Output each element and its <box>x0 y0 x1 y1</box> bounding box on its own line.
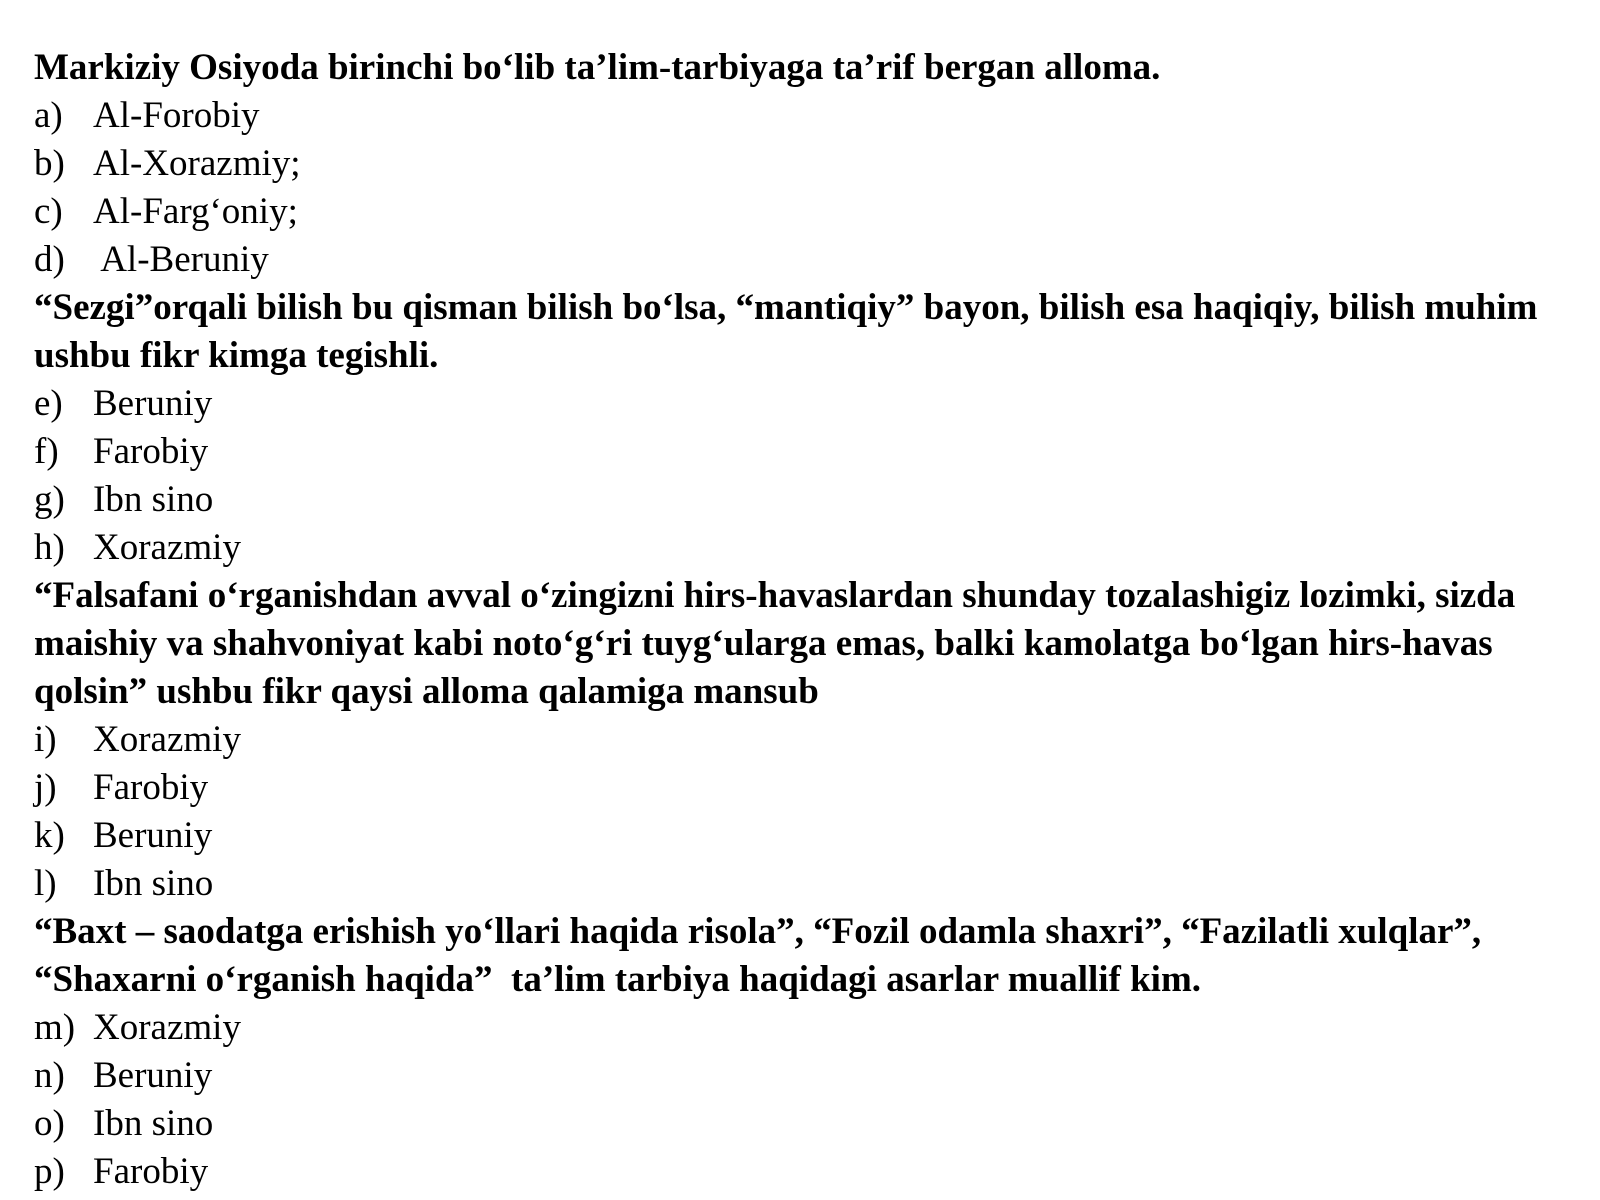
option-marker: d) <box>34 239 65 280</box>
option-text: Xorazmiy <box>93 719 241 760</box>
option-text: Farobiy <box>93 1151 209 1192</box>
answer-options <box>34 380 1566 572</box>
option-text: Al-Farg‘oniy; <box>93 191 298 232</box>
answer-option <box>34 188 1566 236</box>
option-marker: i) <box>34 719 57 760</box>
option-text: Xorazmiy <box>93 1007 241 1048</box>
question-block-1 <box>34 44 1566 284</box>
answer-option <box>34 236 1566 284</box>
option-text: Farobiy <box>93 767 209 808</box>
option-marker: a) <box>34 95 63 136</box>
option-marker: f) <box>34 431 59 472</box>
answer-option <box>34 812 1566 860</box>
answer-options <box>34 716 1566 908</box>
answer-option <box>34 1100 1566 1148</box>
question-text: “Baxt – saodatga erishish yo‘llari haqida risola”, “Fozil odamla shaxri”, “Fazilatli xulqlar”, “Shaxarni o‘rganish haqida” ta’lim tarbiya haqidagi asarlar muallif kim. <box>34 911 1491 1000</box>
question-block-4 <box>34 908 1566 1196</box>
option-text: Xorazmiy <box>93 527 241 568</box>
option-marker: e) <box>34 383 63 424</box>
option-text: Ibn sino <box>93 1103 214 1144</box>
option-text: Al-Forobiy <box>93 95 260 136</box>
option-marker: o) <box>34 1103 65 1144</box>
question-block-2 <box>34 284 1566 572</box>
option-text: Beruniy <box>93 815 213 856</box>
question-text: “Sezgi”orqali bilish bu qisman bilish bo‘lsa, “mantiqiy” bayon, bilish esa haqiqiy, bilish muhim ushbu fikr kimga tegishli. <box>34 287 1538 376</box>
option-marker: h) <box>34 527 65 568</box>
option-marker: g) <box>34 479 65 520</box>
answer-option <box>34 1148 1566 1196</box>
option-text: Farobiy <box>93 431 209 472</box>
option-text: Ibn sino <box>93 863 214 904</box>
option-text: Al-Xorazmiy; <box>93 143 301 184</box>
option-marker: j) <box>34 767 57 808</box>
option-marker: b) <box>34 143 65 184</box>
option-marker: n) <box>34 1055 65 1096</box>
option-text: Beruniy <box>93 1055 213 1096</box>
option-marker: l) <box>34 863 57 904</box>
answer-option <box>34 428 1566 476</box>
option-marker: m) <box>34 1007 76 1048</box>
answer-option <box>34 716 1566 764</box>
answer-options <box>34 92 1566 284</box>
answer-option <box>34 92 1566 140</box>
question-block-3 <box>34 572 1566 908</box>
option-marker: p) <box>34 1151 65 1192</box>
option-text: Al-Beruniy <box>93 239 269 280</box>
answer-option <box>34 764 1566 812</box>
answer-option <box>34 1052 1566 1100</box>
question-text: Markiziy Osiyoda birinchi bo‘lib ta’lim-tarbiyaga ta’rif bergan alloma. <box>34 47 1161 88</box>
answer-option <box>34 380 1566 428</box>
option-marker: k) <box>34 815 65 856</box>
answer-option <box>34 860 1566 908</box>
option-marker: c) <box>34 191 63 232</box>
answer-option <box>34 476 1566 524</box>
question-text: “Falsafani o‘rganishdan avval o‘zingizni hirs-havaslardan shunday tozalashigiz lozimki, sizda maishiy va shahvoniyat kabi noto‘g‘ri tuyg‘ularga emas, balki kamolatga bo‘lgan hirs-havas qolsin” ushbu fikr qaysi alloma qalamiga mansub <box>34 575 1516 712</box>
option-text: Beruniy <box>93 383 213 424</box>
answer-option <box>34 524 1566 572</box>
option-text: Ibn sino <box>93 479 214 520</box>
answer-option <box>34 1004 1566 1052</box>
answer-option <box>34 140 1566 188</box>
answer-options <box>34 1004 1566 1196</box>
